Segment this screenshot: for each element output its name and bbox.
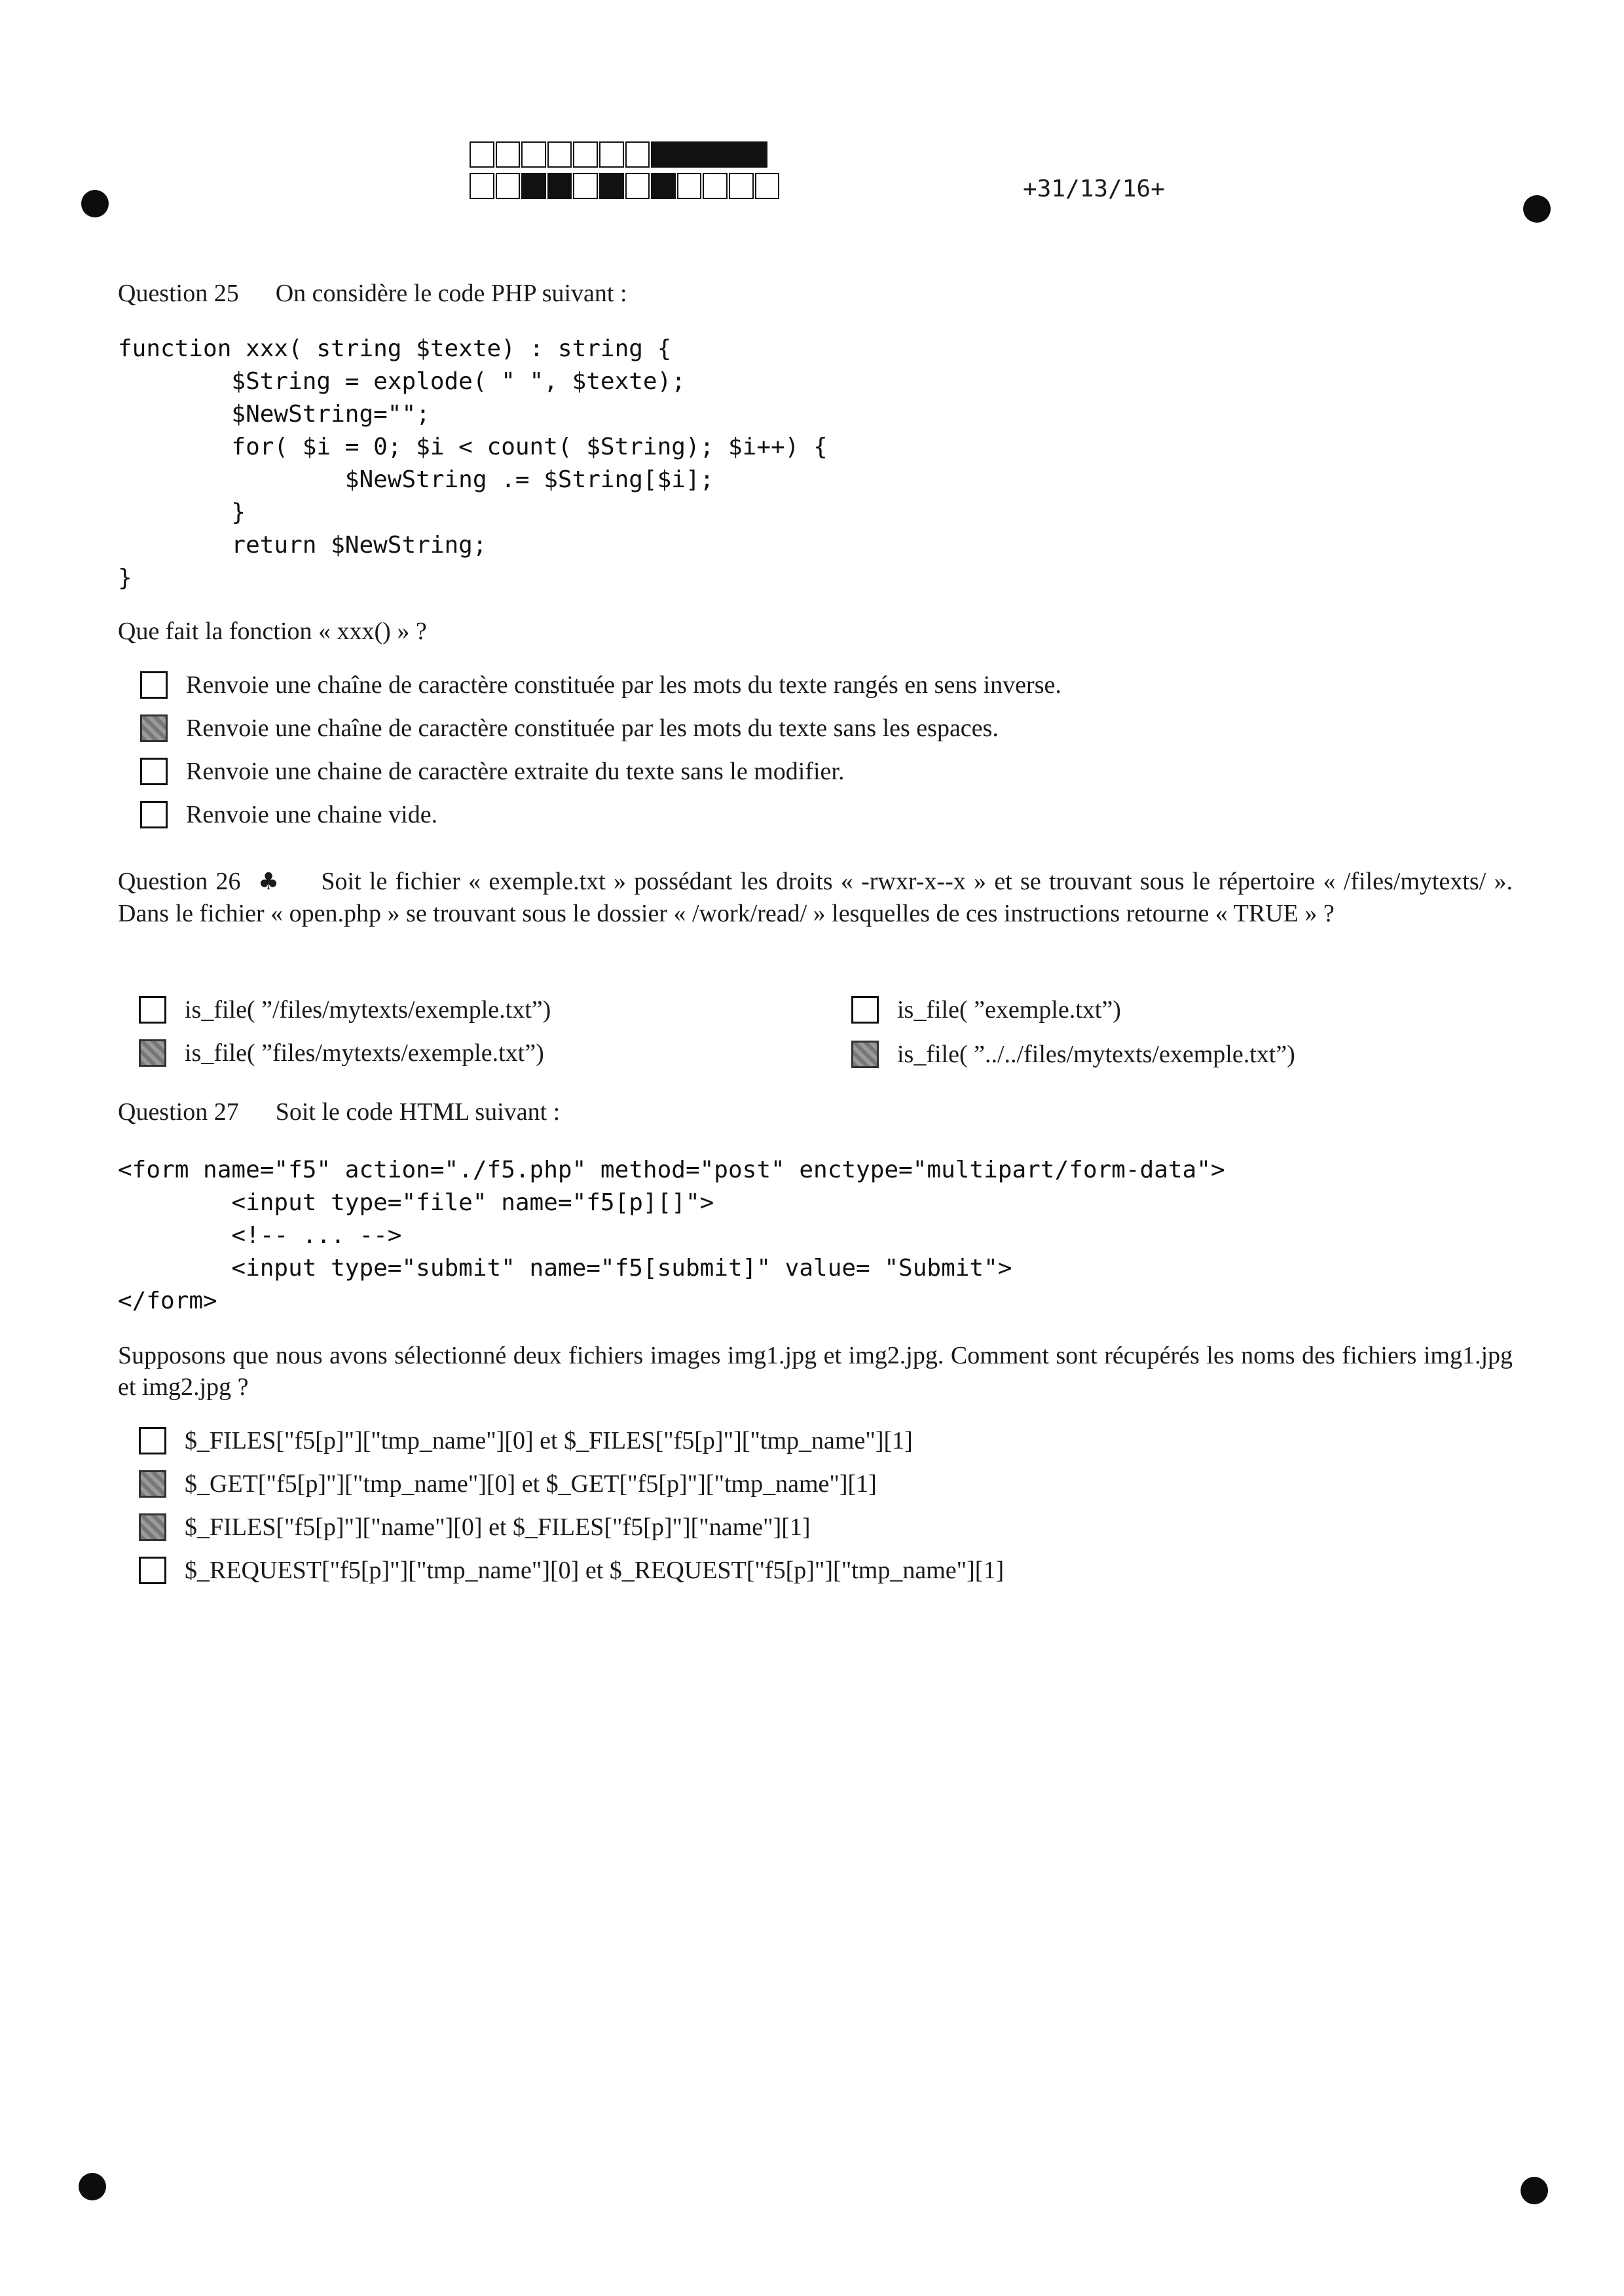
question-prompt: Soit le code HTML suivant : xyxy=(275,1098,561,1126)
option-label: is_file( ”exemple.txt”) xyxy=(897,996,1121,1024)
page-barcode xyxy=(470,141,783,204)
answer-option[interactable] xyxy=(139,1426,913,1455)
barcode-cell xyxy=(651,173,676,199)
barcode-cell xyxy=(547,141,572,168)
question-25-header xyxy=(118,278,1513,309)
barcode-cell xyxy=(599,141,624,168)
barcode-cell xyxy=(470,141,494,168)
php-code-block: function xxx( string $texte) : string { $String = explode( " ", $texte); $NewString=""; for( $i = 0; $i < count( $String); $i++) { $NewString .= $String[$i]; } return $NewString; } xyxy=(118,335,828,591)
page-identifier: +31/13/16+ xyxy=(1023,176,1165,202)
option-label: is_file( ”/files/mytexts/exemple.txt”) xyxy=(185,996,551,1024)
barcode-row-top xyxy=(470,141,783,168)
registration-dot-top-left xyxy=(81,190,109,217)
answer-option[interactable] xyxy=(140,800,437,829)
checkbox[interactable] xyxy=(851,996,879,1024)
barcode-cell xyxy=(573,141,598,168)
checkbox[interactable] xyxy=(140,671,168,699)
barcode-cell xyxy=(625,141,650,168)
barcode-cell xyxy=(496,173,521,199)
barcode-cell xyxy=(547,173,572,199)
barcode-cell xyxy=(755,173,780,199)
club-icon: ♣ xyxy=(257,868,281,895)
checkbox[interactable] xyxy=(139,1427,166,1454)
option-label: is_file( ”files/mytexts/exemple.txt”) xyxy=(185,1039,544,1067)
answer-option[interactable] xyxy=(851,1040,1295,1069)
barcode-cell xyxy=(651,141,767,168)
question-number: Question 27 xyxy=(118,1098,239,1126)
barcode-cell xyxy=(677,173,702,199)
checkbox[interactable] xyxy=(139,1470,166,1498)
checkbox[interactable] xyxy=(139,1513,166,1541)
checkbox[interactable] xyxy=(140,801,168,828)
html-code-block: <form name="f5" action="./f5.php" method="post" enctype="multipart/form-data"> <input type="file" name="f5[p][]"> <!-- ... --> <input type="submit" name="f5[submit]" value= "Submit"> </form> xyxy=(118,1157,1225,1314)
option-label: is_file( ”../../files/mytexts/exemple.txt”) xyxy=(897,1041,1295,1068)
checkbox[interactable] xyxy=(851,1041,879,1068)
barcode-cell xyxy=(599,173,624,199)
option-label: $_GET["f5[p]"]["tmp_name"][0] et $_GET["f5[p]"]["tmp_name"][1] xyxy=(185,1470,877,1498)
registration-dot-top-right xyxy=(1523,195,1551,223)
option-label: $_FILES["f5[p]"]["name"][0] et $_FILES["f5[p]"]["name"][1] xyxy=(185,1513,811,1541)
checkbox[interactable] xyxy=(139,1039,166,1067)
barcode-cell xyxy=(521,141,546,168)
option-label: $_FILES["f5[p]"]["tmp_name"][0] et $_FILES["f5[p]"]["tmp_name"][1] xyxy=(185,1427,913,1454)
barcode-cell xyxy=(470,173,494,199)
answer-option[interactable] xyxy=(139,1470,877,1498)
question-prompt: On considère le code PHP suivant : xyxy=(275,280,627,307)
question-27-text: Supposons que nous avons sélectionné deux fichiers images img1.jpg et img2.jpg. Comment sont récupérés les noms des fichiers img1.jpg et img2.jpg ? xyxy=(118,1342,1513,1401)
checkbox[interactable] xyxy=(139,996,166,1024)
option-label: Renvoie une chaîne de caractère constituée par les mots du texte rangés en sens inverse. xyxy=(186,671,1061,699)
checkbox[interactable] xyxy=(139,1557,166,1584)
question-number: Question 26 xyxy=(118,868,241,895)
option-label: Renvoie une chaine vide. xyxy=(186,801,438,828)
question-number: Question 25 xyxy=(118,280,239,307)
answer-option[interactable] xyxy=(140,757,844,786)
question-26 xyxy=(118,866,1513,929)
question-25-text: Que fait la fonction « xxx() » ? xyxy=(118,618,427,645)
option-label: $_REQUEST["f5[p]"]["tmp_name"][0] et $_REQUEST["f5[p]"]["tmp_name"][1] xyxy=(185,1557,1005,1584)
barcode-cell xyxy=(703,173,728,199)
barcode-cell xyxy=(573,173,598,199)
barcode-cell xyxy=(496,141,521,168)
checkbox[interactable] xyxy=(140,758,168,785)
option-label: Renvoie une chaîne de caractère constituée par les mots du texte sans les espaces. xyxy=(186,714,999,742)
barcode-cell xyxy=(729,173,754,199)
barcode-cell xyxy=(625,173,650,199)
answer-option[interactable] xyxy=(140,714,999,743)
answer-option[interactable] xyxy=(139,1556,1004,1585)
question-prompt: Soit le fichier « exemple.txt » possédant les droits « -rwxr-x--x » et se trouvant sous le répertoire « /files/mytexts/ ». Dans le fichier « open.php » se trouvant sous le dossier « /work/read/ » lesquelles de ces instructions retourne « TRUE » ? xyxy=(118,868,1513,927)
answer-option[interactable] xyxy=(851,995,1121,1024)
registration-dot-bottom-left xyxy=(79,2173,106,2200)
answer-option[interactable] xyxy=(139,1039,544,1067)
question-27-header xyxy=(118,1096,1513,1128)
answer-option[interactable] xyxy=(139,995,551,1024)
option-label: Renvoie une chaine de caractère extraite du texte sans le modifier. xyxy=(186,758,845,785)
answer-option[interactable] xyxy=(140,671,1061,699)
answer-option[interactable] xyxy=(139,1513,811,1542)
barcode-cell xyxy=(521,173,546,199)
barcode-row-bottom xyxy=(470,173,783,199)
checkbox[interactable] xyxy=(140,714,168,742)
registration-dot-bottom-right xyxy=(1521,2177,1548,2204)
